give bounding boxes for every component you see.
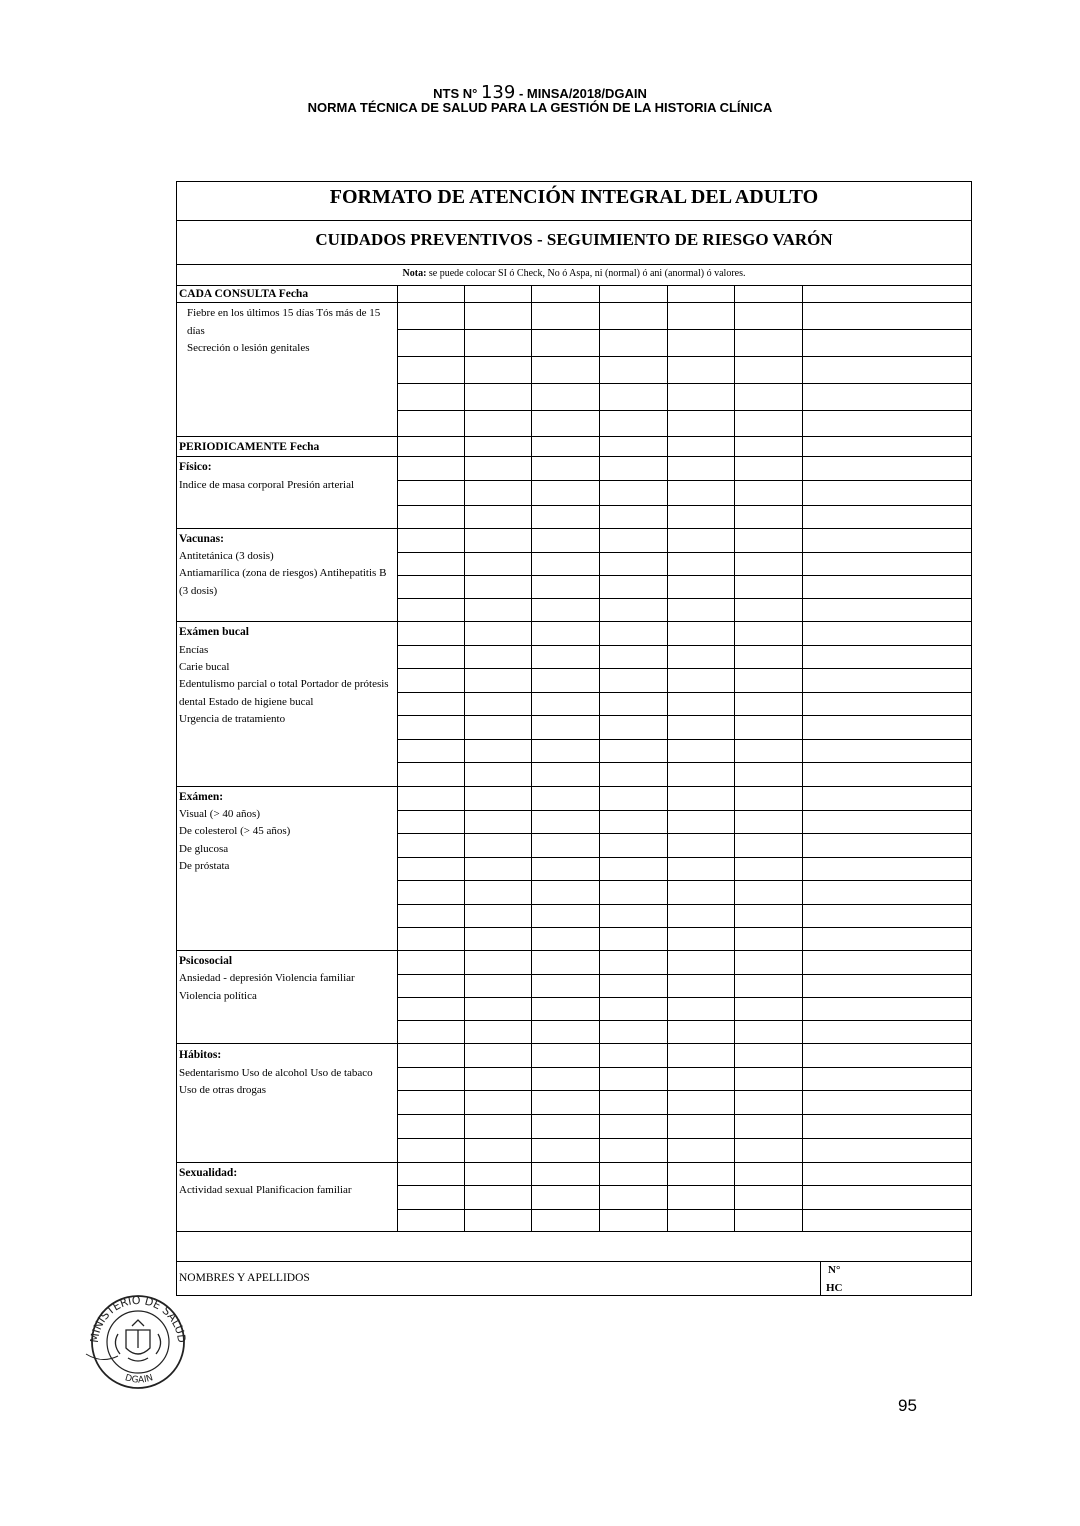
form-note-label: Nota: [402,268,427,279]
grid-label-column-line [397,285,398,1231]
document-code-prefix: NTS N° [433,86,478,101]
item-urgencia: Urgencia de tratamiento [179,713,286,725]
grid-row-line [176,528,972,529]
item-violencia-politica: Violencia política [179,990,257,1002]
grid-row-line [397,575,972,576]
grid-row-line [397,480,972,481]
names-label: NOMBRES Y APELLIDOS [179,1272,310,1284]
grid-row-line [397,329,972,330]
grid-column-line [464,285,465,1231]
grid-row-line [397,1114,972,1115]
grid-column-line [531,285,532,1231]
item-secrecion: Secreción o lesión genitales [187,342,310,354]
section-heading-psicosocial: Psicosocial [179,955,233,967]
grid-row-line [397,904,972,905]
hc-label-line2: HC [826,1282,843,1294]
section-heading-fisico: Físico: [179,461,212,473]
item-carie: Carie bucal [179,661,230,673]
item-glucosa: De glucosa [179,843,229,855]
grid-row-line [176,621,972,622]
grid-row-line [397,1138,972,1139]
grid-row-line [397,552,972,553]
grid-column-line [734,285,735,1231]
ministry-seal-stamp [82,1290,194,1392]
section-heading-periodicamente: PERIODICAMENTE Fecha [179,441,320,453]
grid-column-line [667,285,668,1231]
item-ansiedad: Ansiedad - depresión Violencia familiar [179,972,355,984]
coat-of-arms-icon [115,1320,160,1361]
grid-row-line [397,739,972,740]
item-visual: Visual (> 40 años) [179,808,261,820]
section-heading-habitos: Hábitos: [179,1049,222,1061]
grid-row-line [176,456,972,457]
grid-row-line [176,436,972,437]
form-note-text: se puede colocar SI ó Check, No ó Aspa, ni (normal) ó ani (anormal) ó valores. [428,268,746,279]
grid-row-line [397,1209,972,1210]
grid-row-line [176,786,972,787]
grid-row-line [397,356,972,357]
document-title: NORMA TÉCNICA DE SALUD PARA LA GESTIÓN DE LA HISTORIA CLÍNICA [307,100,773,115]
grid-row-line [176,1043,972,1044]
grid-row-line [397,997,972,998]
grid-row-line [397,383,972,384]
grid-column-line [599,285,600,1231]
grid-row-line [397,692,972,693]
svg-text:DGAIN [124,1373,155,1385]
grid-row-line [397,715,972,716]
item-antitetanica: Antitetánica (3 dosis) [179,550,274,562]
footer-divider-top [176,1231,972,1232]
item-otras-drogas: Uso de otras drogas [179,1084,267,1096]
grid-row-line [397,810,972,811]
document-code-suffix: - MINSA/2018/DGAIN [518,86,647,101]
section-heading-examen: Exámen: [179,791,224,803]
item-colesterol: De colesterol (> 45 años) [179,825,291,837]
grid-row-line [176,950,972,951]
item-imc-presion: Indice de masa corporal Presión arterial [179,479,355,491]
item-encias: Encías [179,644,209,656]
hc-divider [820,1261,821,1296]
grid-row-line [397,668,972,669]
item-sedentarismo: Sedentarismo Uso de alcohol Uso de tabaco [179,1067,373,1079]
section-heading-sexualidad: Sexualidad: [179,1167,238,1179]
hc-label-line1: N° [828,1264,841,1276]
section-heading-vacunas: Vacunas: [179,533,224,545]
footer-divider-bottom [176,1261,972,1262]
grid-row-line [397,974,972,975]
item-prostata: De próstata [179,860,230,872]
grid-row-line [397,927,972,928]
grid-row-line [397,880,972,881]
form-subtitle: CUIDADOS PREVENTIVOS - SEGUIMIENTO DE RIESGO VARÓN [315,230,833,249]
grid-row-line [397,410,972,411]
grid-row-line [397,857,972,858]
grid-row-line [176,302,972,303]
grid-row-line [397,1020,972,1021]
section-heading-cada-consulta: CADA CONSULTA Fecha [179,288,309,300]
grid-column-line [802,285,803,1231]
form-title: FORMATO DE ATENCIÓN INTEGRAL DEL ADULTO [329,186,819,208]
grid-row-line [176,1162,972,1163]
grid-row-line [397,1185,972,1186]
document-code-number: 139 [480,82,516,103]
item-antiamarilica: Antiamarílica (zona de riesgos) Antihepatitis B (3 dosis) [179,567,387,597]
item-edentulismo: Edentulismo parcial o total Portador de prótesis dental Estado de higiene bucal [179,678,389,708]
item-actividad-sexual: Actividad sexual Planificacion familiar [179,1184,352,1196]
seal-top-text: MINISTERIO DE SALUD [87,1293,189,1344]
grid-row-line [397,833,972,834]
grid-row-line [397,1090,972,1091]
form-note [176,268,972,279]
title-divider [176,220,972,221]
subtitle-divider [176,264,972,265]
grid-row-line [397,598,972,599]
grid-row-line [397,1067,972,1068]
grid-row-line [397,505,972,506]
page-number: 95 [898,1396,917,1415]
grid-row-line [397,762,972,763]
seal-bottom-text: DGAIN [123,1373,155,1386]
grid-row-line [176,285,972,286]
section-heading-examen-bucal: Exámen bucal [179,626,249,638]
item-fiebre: Fiebre en los últimos 15 días Tós más de 15 días [187,307,381,337]
grid-row-line [397,645,972,646]
